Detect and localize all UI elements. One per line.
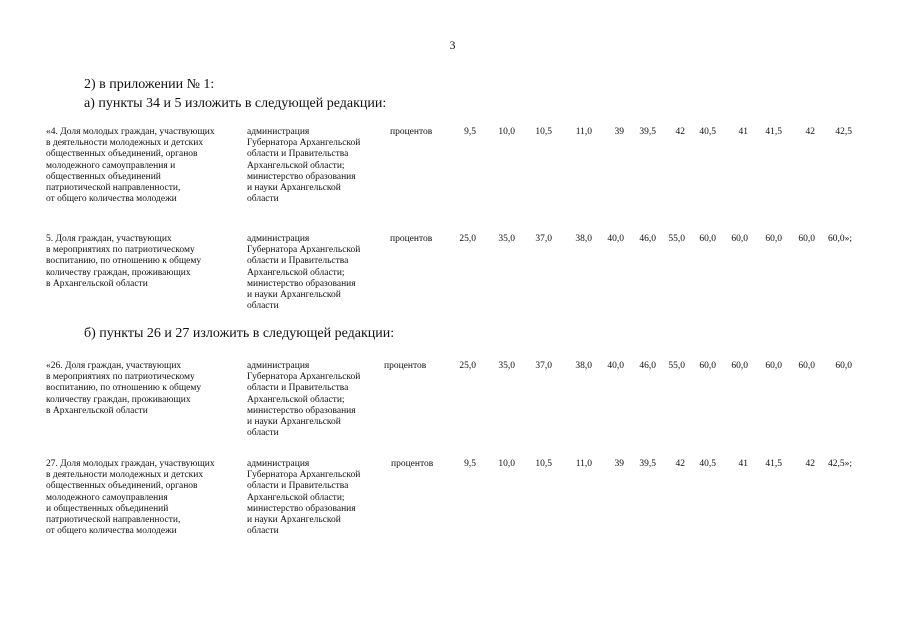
executor-name-line: администрация xyxy=(247,459,310,469)
year-value: 11,0 xyxy=(575,127,592,137)
indicator-name xyxy=(46,234,201,290)
executor-name-line: и науки Архангельской xyxy=(247,417,341,428)
executor-name-line: Архангельской области; xyxy=(247,394,345,405)
executor-name-line: области xyxy=(247,194,279,205)
indicator-name-line: молодежного самоуправления и xyxy=(46,160,176,171)
year-value: 41 xyxy=(738,459,748,469)
executor-name xyxy=(247,459,360,537)
indicator-name-line: от общего количества молодежи xyxy=(46,194,177,205)
executor-name-line: Архангельской области; xyxy=(247,492,345,503)
year-value: 42 xyxy=(805,127,815,137)
year-value: 60,0 xyxy=(731,361,748,371)
indicator-name-line: общественных объединений xyxy=(46,171,161,182)
year-value: 10,0 xyxy=(498,127,515,137)
unit-label: процентов xyxy=(391,459,434,469)
executor-name-line: министерство образования xyxy=(247,503,356,514)
executor-name-line: Губернатора Архангельской xyxy=(247,372,361,383)
year-value: 42 xyxy=(675,459,685,469)
indicator-name-line: в мероприятиях по патриотическому xyxy=(46,245,195,256)
indicator-name-line: «4. Доля молодых граждан, участвующих xyxy=(46,127,215,137)
executor-name-line: области и Правительства xyxy=(247,481,349,492)
indicator-name-line: общественных объединений, органов xyxy=(46,481,198,492)
executor-name-line: администрация xyxy=(247,127,310,137)
year-value: 60,0 xyxy=(699,234,716,244)
executor-name-line: министерство образования xyxy=(247,405,356,416)
indicator-name-line: патриотической направленности, xyxy=(46,515,181,526)
executor-name-line: Архангельской области; xyxy=(247,267,345,278)
year-value: 40,5 xyxy=(699,127,716,137)
year-value: 39 xyxy=(614,459,624,469)
indicator-name xyxy=(46,361,201,417)
heading-section-b: б) пункты 26 и 27 изложить в следующей редакции: xyxy=(84,326,395,341)
year-value: 25,0 xyxy=(459,234,476,244)
year-value: 39 xyxy=(614,127,624,137)
year-value: 60,0 xyxy=(699,361,716,371)
page-number: 3 xyxy=(449,38,456,52)
year-value: 9,5 xyxy=(464,459,476,469)
executor-name-line: министерство образования xyxy=(247,278,356,289)
indicator-name xyxy=(46,459,215,537)
executor-name-line: Архангельской области; xyxy=(247,160,345,171)
unit-label: процентов xyxy=(390,127,433,137)
unit-label: процентов xyxy=(390,234,433,244)
indicator-name-line: количеству граждан, проживающих xyxy=(46,267,191,278)
indicator-name-line: патриотической направленности, xyxy=(46,183,181,194)
year-value: 60,0 xyxy=(798,361,815,371)
indicator-name-line: в мероприятиях по патриотическому xyxy=(46,372,195,383)
indicator-name-line: и общественных объединений xyxy=(46,503,169,514)
year-value: 46,0 xyxy=(639,361,656,371)
year-value: 60,0 xyxy=(835,361,852,371)
year-value: 55,0 xyxy=(668,234,685,244)
year-value: 60,0 xyxy=(731,234,748,244)
year-value: 40,5 xyxy=(699,459,716,469)
indicator-name-line: количеству граждан, проживающих xyxy=(46,394,191,405)
year-value: 25,0 xyxy=(459,361,476,371)
year-value: 60,0»; xyxy=(827,234,852,244)
year-value: 60,0 xyxy=(765,234,782,244)
indicator-name-line: воспитанию, по отношению к общему xyxy=(46,256,202,267)
indicator-name-line: «26. Доля граждан, участвующих xyxy=(46,361,182,371)
executor-name-line: администрация xyxy=(247,234,310,244)
year-value: 42 xyxy=(805,459,815,469)
executor-name-line: Губернатора Архангельской xyxy=(247,470,361,481)
executor-name xyxy=(247,361,360,439)
indicator-name xyxy=(46,127,215,205)
indicator-name-line: в деятельности молодежных и детских xyxy=(46,470,204,481)
year-value: 42,5»; xyxy=(827,459,852,469)
heading-section-a: а) пункты 34 и 5 изложить в следующей редакции: xyxy=(84,96,387,111)
executor-name-line: области xyxy=(247,526,279,537)
year-value: 10,5 xyxy=(535,459,552,469)
indicator-name-line: воспитанию, по отношению к общему xyxy=(46,383,202,394)
year-value: 42 xyxy=(675,127,685,137)
executor-name xyxy=(247,127,360,205)
executor-name-line: области и Правительства xyxy=(247,149,349,160)
executor-name-line: области и Правительства xyxy=(247,383,349,394)
year-value: 37,0 xyxy=(535,361,552,371)
executor-name xyxy=(247,234,360,312)
year-value: 60,0 xyxy=(798,234,815,244)
year-value: 40,0 xyxy=(607,361,624,371)
indicator-name-line: молодежного самоуправления xyxy=(46,492,168,503)
executor-name-line: области и Правительства xyxy=(247,256,349,267)
year-value: 40,0 xyxy=(607,234,624,244)
year-value: 46,0 xyxy=(639,234,656,244)
year-value: 42,5 xyxy=(835,127,852,137)
executor-name-line: Губернатора Архангельской xyxy=(247,138,361,149)
executor-name-line: и науки Архангельской xyxy=(247,515,341,526)
year-value: 60,0 xyxy=(765,361,782,371)
executor-name-line: администрация xyxy=(247,361,310,371)
indicator-name-line: в Архангельской области xyxy=(46,278,148,289)
year-value: 35,0 xyxy=(498,361,515,371)
year-value: 39,5 xyxy=(639,459,656,469)
year-value: 10,5 xyxy=(535,127,552,137)
year-value: 11,0 xyxy=(575,459,592,469)
heading-main: 2) в приложении № 1: xyxy=(84,77,215,92)
year-value: 35,0 xyxy=(498,234,515,244)
executor-name-line: Губернатора Архангельской xyxy=(247,245,361,256)
year-value: 55,0 xyxy=(668,361,685,371)
indicator-name-line: в деятельности молодежных и детских xyxy=(46,138,204,149)
indicator-name-line: 27. Доля молодых граждан, участвующих xyxy=(46,459,215,469)
executor-name-line: и науки Архангельской xyxy=(247,183,341,194)
indicator-name-line: в Архангельской области xyxy=(46,405,148,416)
year-value: 39,5 xyxy=(639,127,656,137)
executor-name-line: министерство образования xyxy=(247,171,356,182)
year-value: 41,5 xyxy=(765,459,782,469)
indicator-name-line: от общего количества молодежи xyxy=(46,526,177,537)
year-value: 9,5 xyxy=(464,127,476,137)
executor-name-line: и науки Архангельской xyxy=(247,290,341,301)
year-value: 41 xyxy=(738,127,748,137)
year-value: 37,0 xyxy=(535,234,552,244)
indicator-name-line: общественных объединений, органов xyxy=(46,149,198,160)
year-value: 38,0 xyxy=(575,234,592,244)
executor-name-line: области xyxy=(247,301,279,312)
year-value: 41,5 xyxy=(765,127,782,137)
year-value: 38,0 xyxy=(575,361,592,371)
year-value: 10,0 xyxy=(498,459,515,469)
executor-name-line: области xyxy=(247,428,279,439)
unit-label: процентов xyxy=(384,361,427,371)
indicator-name-line: 5. Доля граждан, участвующих xyxy=(46,234,172,244)
